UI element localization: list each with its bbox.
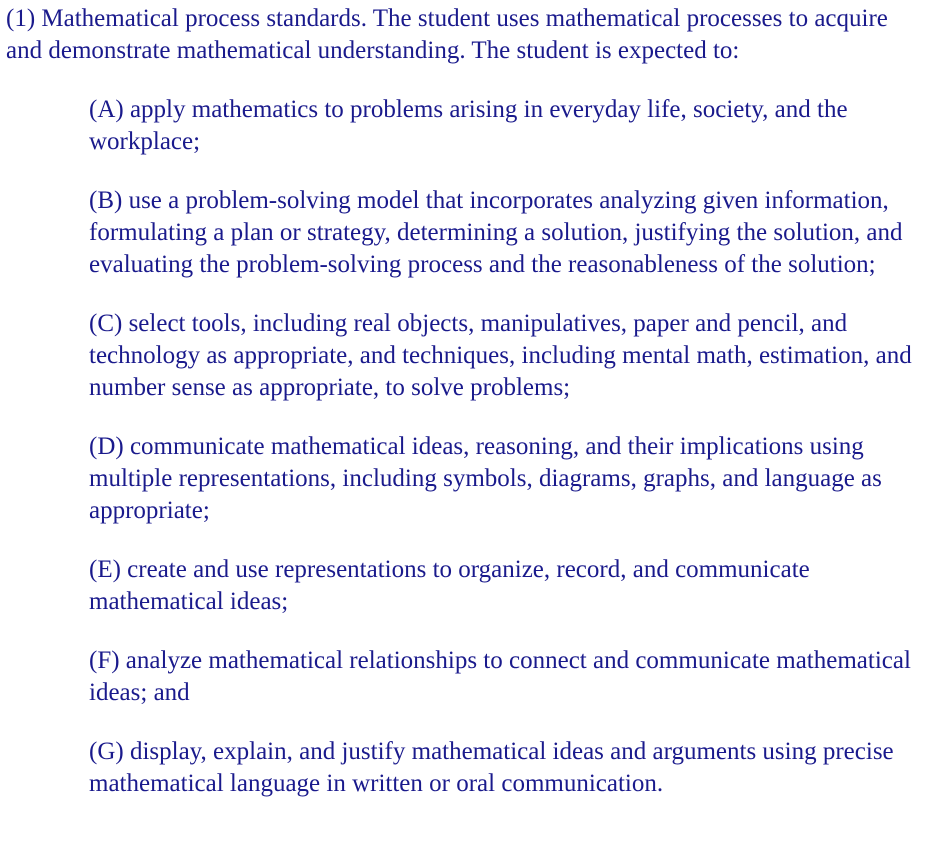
expectation-b: (B) use a problem-solving model that incorporates analyzing given information, formulating a plan or strategy, determining a solution, justifying the solution, and evaluating the problem-solving process and the reasonableness of the solution; bbox=[89, 187, 903, 278]
expectation-c: (C) select tools, including real objects, manipulatives, paper and pencil, and technology as appropriate, and techniques, including mental math, estimation, and number sense as appropriate, to solve problems; bbox=[89, 310, 912, 401]
expectations-list bbox=[6, 94, 927, 800]
expectation-f: (F) analyze mathematical relationships to connect and communicate mathematical ideas; and bbox=[89, 647, 911, 706]
expectation-d: (D) communicate mathematical ideas, reasoning, and their implications using multiple representations, including symbols, diagrams, graphs, and language as appropriate; bbox=[89, 433, 882, 524]
expectation-g: (G) display, explain, and justify mathematical ideas and arguments using precise mathematical language in written or oral communication. bbox=[89, 738, 894, 797]
standard-intro: (1) Mathematical process standards. The student uses mathematical processes to acquire and demonstrate mathematical understanding. The student is expected to: bbox=[6, 5, 888, 64]
expectation-a: (A) apply mathematics to problems arising in everyday life, society, and the workplace; bbox=[89, 96, 848, 155]
expectation-e: (E) create and use representations to organize, record, and communicate mathematical ideas; bbox=[89, 556, 810, 615]
